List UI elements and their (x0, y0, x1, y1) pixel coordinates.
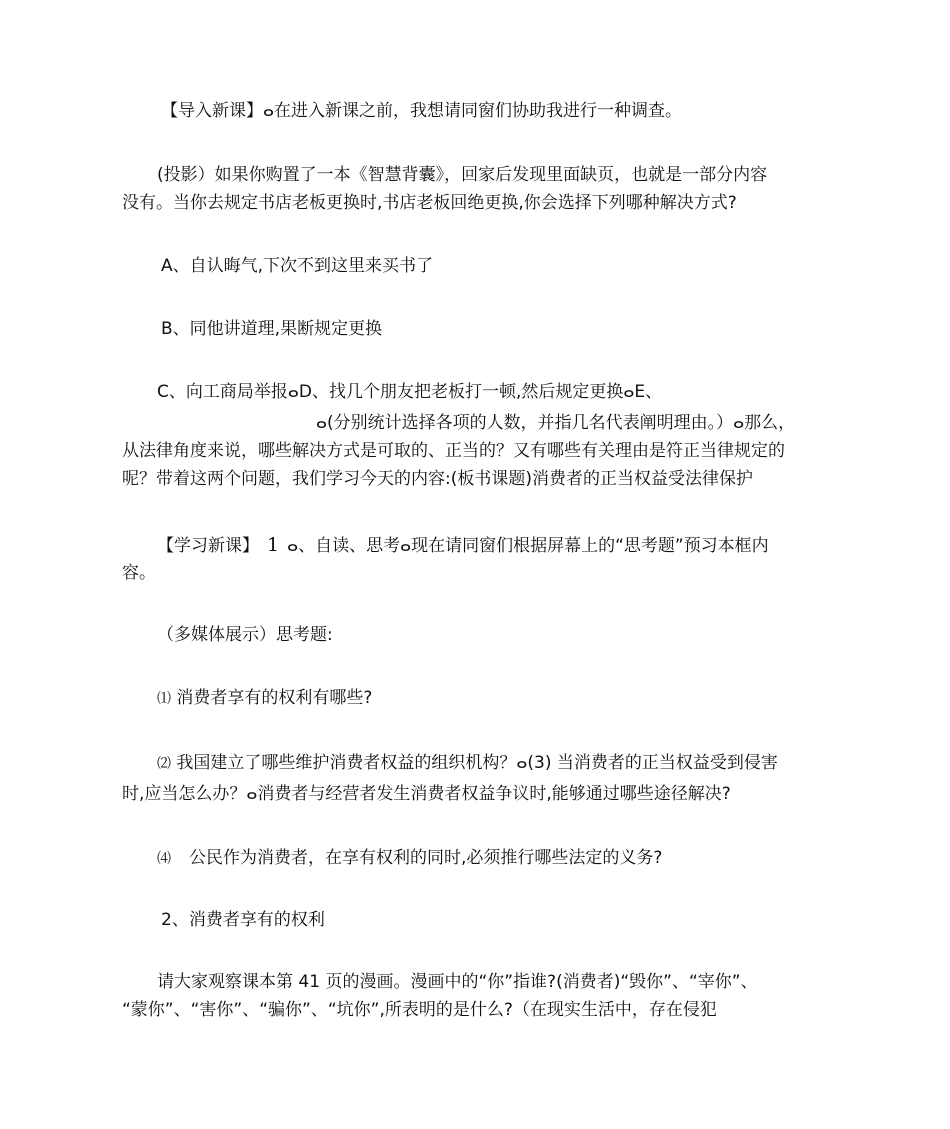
option-c-line2: ⴰ(分别统计选择各项的人数，并指几名代表阐明理由。）ⴰ那么， (316, 413, 796, 433)
step-number: 1 (267, 534, 280, 556)
learn-heading: 【学习新课】 (157, 536, 259, 556)
question-2-line1 (157, 753, 778, 774)
question-4 (157, 848, 662, 869)
question-1-number: ⑴ (157, 691, 171, 707)
question-2-line2: 时,应当怎么办？ⴰ消费者与经营者发生消费者权益争议时,能够通过哪些途径解决? (122, 784, 731, 804)
projection-paragraph-line2: 没有。当你去规定书店老板更换时,书店老板回绝更换,你会选择下列哪种解决方式? (122, 193, 737, 213)
question-1 (157, 688, 372, 709)
learn-new-lesson-line2: 容。 (122, 563, 156, 583)
option-c-line4: 呢？带着这两个问题，我们学习今天的内容:(板书课题)消费者的正当权益受法律保护 (122, 469, 753, 489)
option-c-line1: C、向工商局举报ⴰD、找几个朋友把老板打一顿,然后规定更换ⴰE、 (157, 382, 663, 402)
intro-paragraph: 【导入新课】ⴰ在进入新课之前，我想请同窗们协助我进行一种调查。 (161, 101, 682, 121)
question-2-text: 我国建立了哪些维护消费者权益的组织机构？ⴰ(3) 当消费者的正当权益受到侵害 (176, 753, 778, 773)
projection-paragraph-line1: (投影）如果你购置了一本《智慧背囊》，回家后发现里面缺页，也就是一部分内容 (157, 165, 768, 185)
option-b: B、同他讲道理,果断规定更换 (161, 319, 383, 339)
option-c-line3: 从法律角度来说，哪些解决方式是可取的、正当的？又有哪些有关理由是符正当律规定的 (122, 441, 785, 461)
question-4-text: 公民作为消费者，在享有权利的同时,必须推行哪些法定的义务? (189, 848, 663, 868)
question-1-text: 消费者享有的权利有哪些? (176, 688, 373, 708)
question-2-number: ⑵ (157, 756, 171, 772)
comic-paragraph-line1: 请大家观察课本第 41 页的漫画。漫画中的“你”指谁?(消费者)“毁你”、“宰你”、 (157, 972, 758, 992)
learn-text: ⴰ、自读、思考ⴰ现在请同窗们根据屏幕上的“思考题”预习本框内 (287, 536, 769, 556)
multimedia-heading: （多媒体展示）思考题: (157, 625, 333, 645)
question-4-number: ⑷ (157, 851, 171, 867)
section-2-heading: 2、消费者享有的权利 (161, 910, 325, 930)
option-a: A、自认晦气,下次不到这里来买书了 (161, 256, 434, 276)
learn-new-lesson-line1 (157, 535, 769, 556)
comic-paragraph-line2: “蒙你”、“害你”、“骗你”、“坑你”,所表明的是什么?（在现实生活中，存在侵犯 (122, 1000, 717, 1020)
